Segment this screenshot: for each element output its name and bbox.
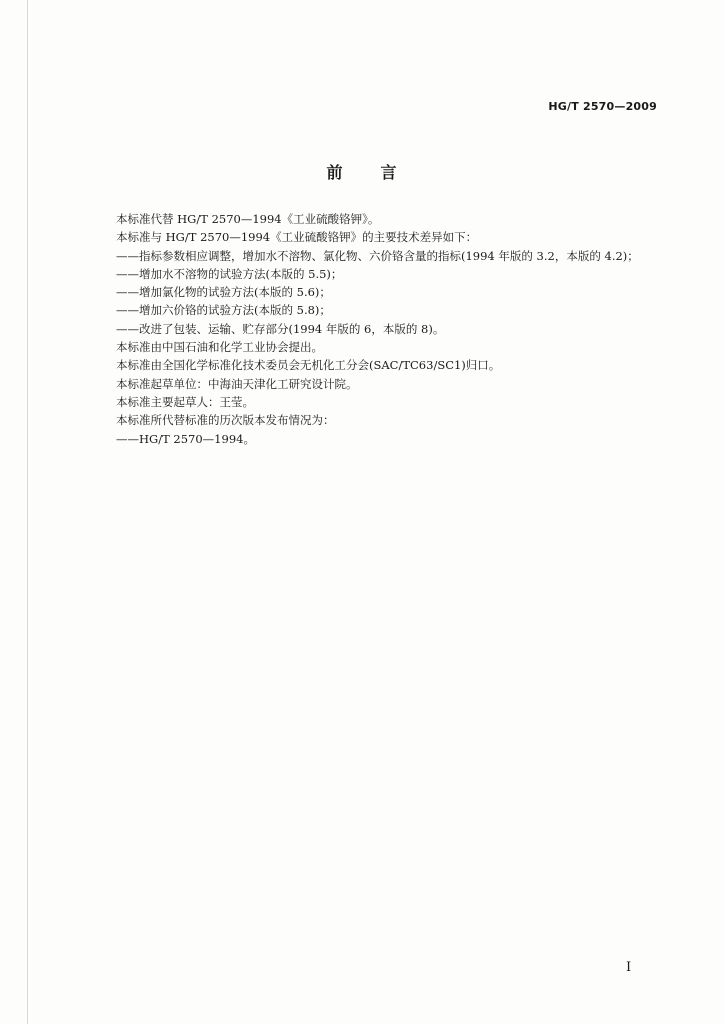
body-line-5: ——增加氯化物的试验方法(本版的 5.6)； [116, 285, 331, 300]
foreword-body [116, 210, 676, 448]
body-line-7: ——改进了包装、运输、贮存部分(1994 年版的 6，本版的 8)。 [116, 321, 445, 336]
body-line-4: ——增加水不溶物的试验方法(本版的 5.5)； [116, 266, 343, 281]
body-line-2: 本标准与 HG/T 2570—1994《工业硫酸铬钾》的主要技术差异如下： [116, 230, 478, 245]
page-number: I [626, 960, 632, 975]
title-char-1: 前 [326, 163, 345, 182]
body-line-3: ——指标参数相应调整，增加水不溶物、氯化物、六价铬含量的指标(1994 年版的 3.2，本版的 4.2)； [116, 248, 639, 263]
body-line-11: 本标准主要起草人：王莹。 [116, 394, 254, 409]
body-line-12: 本标准所代替标准的历次版本发布情况为： [116, 413, 335, 428]
title-char-2: 言 [380, 163, 399, 182]
body-line-8: 本标准由中国石油和化学工业协会提出。 [116, 340, 323, 355]
body-line-13: ——HG/T 2570—1994。 [116, 431, 255, 446]
standard-code-header: HG/T 2570—2009 [548, 100, 657, 113]
body-line-1: 本标准代替 HG/T 2570—1994《工业硫酸铬钾》。 [116, 212, 380, 226]
body-line-9: 本标准由全国化学标准化技术委员会无机化工分会(SAC/TC63/SC1)归口。 [116, 358, 501, 373]
body-line-6: ——增加六价铬的试验方法(本版的 5.8)； [116, 303, 331, 318]
page-title [0, 160, 725, 183]
body-line-10: 本标准起草单位：中海油天津化工研究设计院。 [116, 376, 358, 391]
scan-edge-line [27, 0, 28, 1024]
